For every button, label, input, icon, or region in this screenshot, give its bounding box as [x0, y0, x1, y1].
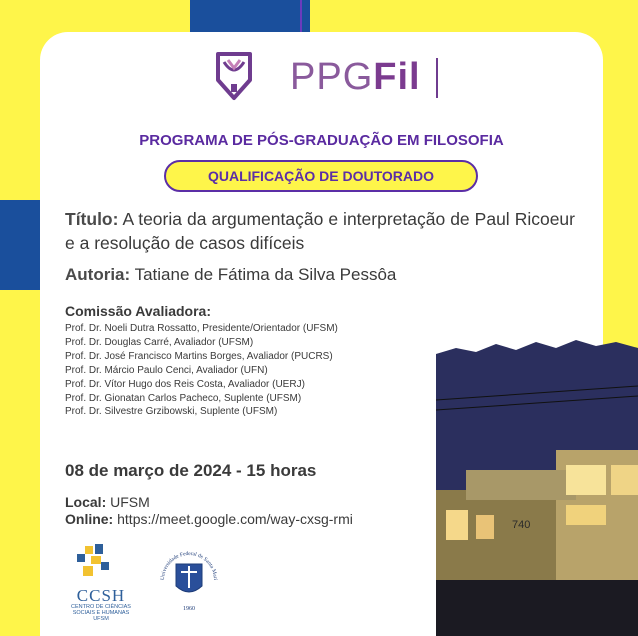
committee-member: Prof. Dr. Vítor Hugo dos Reis Costa, Avaliador (UERJ)	[65, 378, 305, 390]
ccsh-line1: CENTRO DE CIÊNCIAS	[71, 604, 131, 610]
brand-wordmark: PPGFil	[290, 56, 421, 98]
local-label: Local:	[65, 494, 107, 510]
committee-member: Prof. Dr. Gionatan Carlos Pacheco, Suplente (UFSM)	[65, 392, 302, 404]
bg-yellow-left	[0, 290, 40, 636]
ufsm-seal-icon	[154, 540, 224, 614]
building-number: 740	[512, 519, 531, 531]
event-location	[65, 494, 150, 510]
author	[65, 265, 396, 285]
event-online	[65, 511, 353, 527]
ccsh-abbr: CCSH	[76, 586, 126, 605]
online-link[interactable]: https://meet.google.com/way-cxsg-rmi	[117, 511, 353, 527]
committee-member: Prof. Dr. Silvestre Grzibowski, Suplente (UFSM)	[65, 406, 278, 418]
ccsh-label	[56, 588, 146, 622]
thesis-title	[65, 207, 575, 255]
committee-member: Prof. Dr. José Francisco Martins Borges, Avaliador (PUCRS)	[65, 350, 333, 362]
local-value: UFSM	[110, 494, 150, 510]
qualification-badge: QUALIFICAÇÃO DE DOUTORADO	[164, 160, 478, 192]
seal-year: 1960	[183, 606, 195, 612]
author-label: Autoria:	[65, 265, 131, 284]
committee-member: Prof. Dr. Márcio Paulo Cenci, Avaliador (UFN)	[65, 364, 268, 376]
title-text: A teoria da argumentação e interpretação de Paul Ricoeur e a resolução de casos difíceis	[65, 209, 575, 253]
committee-member: Prof. Dr. Noeli Dutra Rossatto, Presidente/Orientador (UFSM)	[65, 323, 338, 334]
committee-list	[65, 322, 365, 419]
online-label: Online:	[65, 511, 114, 527]
title-label: Título:	[65, 209, 119, 229]
ccsh-line2: SOCIAIS E HUMANAS	[72, 610, 130, 616]
committee-heading: Comissão Avaliadora:	[65, 303, 212, 319]
program-name: PROGRAMA DE PÓS-GRADUAÇÃO EM FILOSOFIA	[139, 132, 504, 149]
author-name: Tatiane de Fátima da Silva Pessôa	[134, 265, 397, 284]
ccsh-line3: UFSM	[93, 616, 109, 622]
building-photo	[436, 340, 638, 636]
event-date: 08 de março de 2024 - 15 horas	[65, 461, 317, 480]
committee-member: Prof. Dr. Douglas Carré, Avaliador (UFSM)	[65, 336, 254, 348]
seal-arc-text: Universidade Federal de Santa Mari	[159, 550, 219, 581]
